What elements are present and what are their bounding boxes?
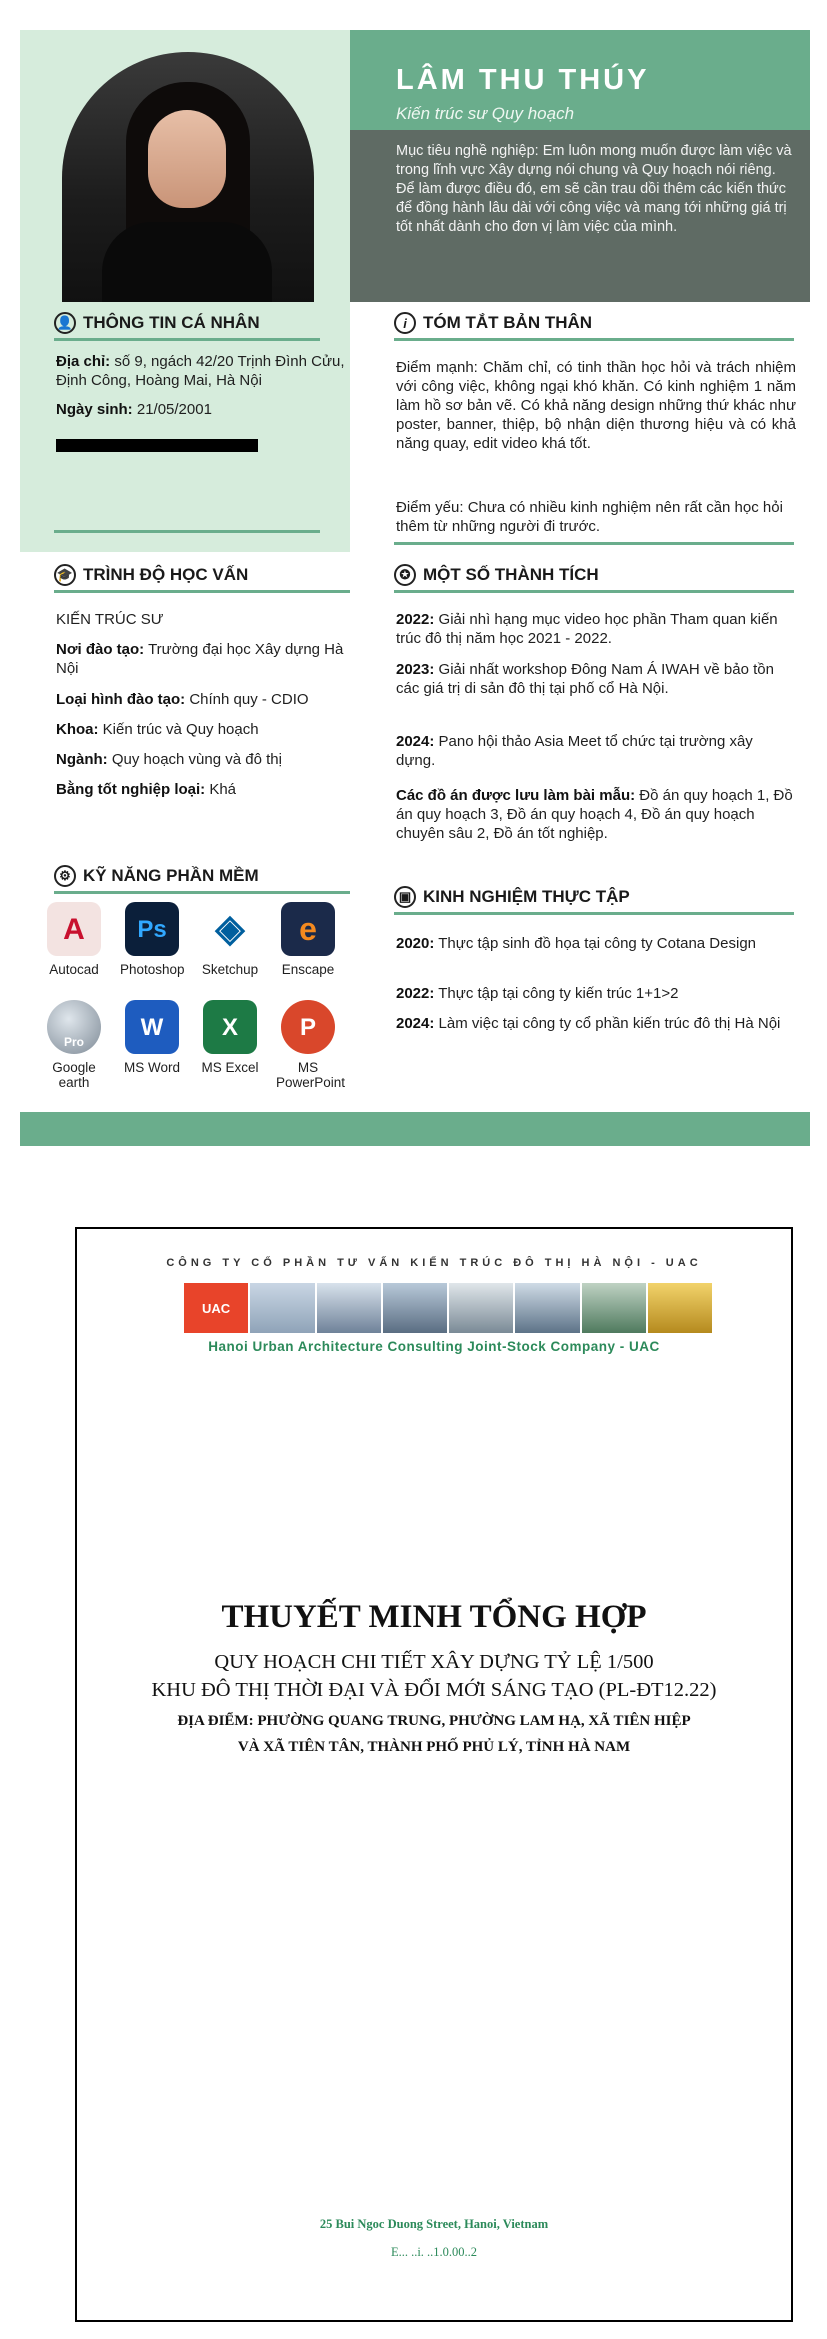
personal-address: Địa chỉ: số 9, ngách 42/20 Trịnh Đình Cửu, Định Công, Hoàng Mai, Hà Nội bbox=[56, 353, 345, 389]
personal-dob: Ngày sinh: 21/05/2001 bbox=[56, 401, 212, 418]
enscape-icon: e bbox=[281, 902, 335, 956]
company-name-vn: CÔNG TY CỔ PHẦN TƯ VẤN KIẾN TRÚC ĐÔ THỊ HÀ NỘI - UAC bbox=[166, 1257, 702, 1269]
redacted-line bbox=[56, 439, 258, 452]
internship-heading bbox=[394, 886, 630, 908]
company-name-en: Hanoi Urban Architecture Consulting Joint-Stock Company - UAC bbox=[208, 1339, 660, 1354]
personal-info-rule bbox=[54, 338, 320, 341]
document-subtitle-1: QUY HOẠCH CHI TIẾT XÂY DỰNG TỶ LỆ 1/500 bbox=[214, 1651, 654, 1673]
cv-page bbox=[20, 30, 810, 1146]
summary-heading bbox=[394, 312, 592, 334]
app-ms-excel: X MS Excel bbox=[198, 1000, 262, 1075]
education-title: TRÌNH ĐỘ HỌC VẤN bbox=[83, 565, 249, 584]
cv-name: LÂM THU THÚY bbox=[396, 64, 650, 96]
education-school: Nơi đào tạo: Trường đại học Xây dựng Hà Nội bbox=[56, 641, 344, 677]
achievements-heading bbox=[394, 564, 599, 586]
education-type: Loại hình đào tạo: Chính quy - CDIO bbox=[56, 691, 309, 708]
internship-rule bbox=[394, 912, 794, 915]
document-cover bbox=[75, 1227, 793, 2322]
achievement-item: Các đồ án được lưu làm bài mẫu: Đồ án quy hoạch 1, Đồ án quy hoạch 3, Đồ án quy hoạch 4, Đồ án quy hoạch chuyên sâu 2, Đồ án tốt nghiệp. bbox=[396, 787, 793, 842]
sketchup-icon: ◈ bbox=[203, 902, 257, 956]
user-icon: 👤 bbox=[54, 312, 76, 334]
company-address: 25 Bui Ngoc Duong Street, Hanoi, Vietnam bbox=[319, 2217, 549, 2231]
app-ms-powerpoint: P MS PowerPoint bbox=[276, 1000, 340, 1090]
achievements-title: MỘT SỐ THÀNH TÍCH bbox=[423, 565, 599, 584]
education-heading bbox=[54, 564, 248, 586]
app-sketchup: ◈ Sketchup bbox=[198, 902, 262, 977]
app-autocad: A Autocad bbox=[42, 902, 106, 977]
company-logo: UAC bbox=[184, 1283, 248, 1333]
personal-info-title: THÔNG TIN CÁ NHÂN bbox=[83, 313, 260, 332]
company-contact: E... ..i. ..1.0.00..2 bbox=[390, 2245, 478, 2259]
achievement-item: 2024: Pano hội thảo Asia Meet tổ chức tại trường xây dựng. bbox=[396, 733, 753, 769]
autocad-icon: A bbox=[47, 902, 101, 956]
app-enscape: e Enscape bbox=[276, 902, 340, 977]
summary-strengths: Điểm mạnh: Chăm chỉ, có tinh thần học hỏi và trách nhiệm với công việc, không ngại khó khăn. Có kinh nghiệm 1 năm làm hồ sơ bản vẽ. Có khả năng design những thứ khác như poster, banner, thiệp, bộ nhận diện thương hiệu và có khả năng quay, edit video khá tốt. bbox=[396, 359, 796, 452]
summary-title: TÓM TẮT BẢN THÂN bbox=[423, 313, 593, 332]
cv-footer-band bbox=[20, 1112, 810, 1146]
word-icon: W bbox=[125, 1000, 179, 1054]
internship-item: 2020: Thực tập sinh đồ họa tại công ty Cotana Design bbox=[396, 935, 757, 952]
app-ms-word: W MS Word bbox=[120, 1000, 184, 1075]
skills-heading bbox=[54, 865, 259, 887]
personal-info-heading bbox=[54, 312, 260, 334]
photoshop-icon: Ps bbox=[125, 902, 179, 956]
education-grade: Bằng tốt nghiệp loại: Khá bbox=[56, 781, 237, 798]
company-banner bbox=[184, 1283, 712, 1333]
summary-weaknesses: Điểm yếu: Chưa có nhiều kinh nghiệm nên rất cần học hỏi thêm từ những người đi trước. bbox=[396, 499, 783, 535]
education-faculty: Khoa: Kiến trúc và Quy hoạch bbox=[56, 721, 259, 738]
document-subtitle-2: KHU ĐÔ THỊ THỜI ĐẠI VÀ ĐỔI MỚI SÁNG TẠO (PL-ĐT12.22) bbox=[151, 1679, 717, 1701]
education-degree: KIẾN TRÚC SƯ bbox=[56, 611, 164, 628]
cv-objective: Mục tiêu nghề nghiệp: Em luôn mong muốn được làm việc và trong lĩnh vực Xây dựng nói chung và Quy hoạch nói riêng. Để làm được điều đó, em sẽ cần trau dồi thêm các kiến thức để đồng hành lâu dài với công việc và mang tới những giá trị tốt nhất dành cho đơn vị làm việc của mình. bbox=[396, 143, 792, 235]
skills-rule bbox=[54, 891, 350, 894]
achievement-item: 2022: Giải nhì hạng mục video học phần Tham quan kiến trúc đô thị năm học 2021 - 2022. bbox=[396, 611, 778, 647]
profile-photo bbox=[62, 52, 314, 302]
google-earth-icon: Pro bbox=[47, 1000, 101, 1054]
document-location-2: VÀ XÃ TIÊN TÂN, THÀNH PHỐ PHỦ LÝ, TỈNH HÀ NAM bbox=[237, 1739, 631, 1755]
graduation-cap-icon: 🎓 bbox=[54, 564, 76, 586]
personal-info-bottom-rule bbox=[54, 530, 320, 533]
app-google-earth: Pro Google earth bbox=[42, 1000, 106, 1090]
document-location-1: ĐỊA ĐIỂM: PHƯỜNG QUANG TRUNG, PHƯỜNG LAM HẠ, XÃ TIÊN HIỆP bbox=[177, 1713, 691, 1729]
summary-rule bbox=[394, 338, 794, 341]
gear-icon: ⚙ bbox=[54, 865, 76, 887]
briefcase-icon: ▣ bbox=[394, 886, 416, 908]
education-major: Ngành: Quy hoạch vùng và đô thị bbox=[56, 751, 282, 768]
excel-icon: X bbox=[203, 1000, 257, 1054]
internship-item: 2024: Làm việc tại công ty cổ phần kiến trúc đô thị Hà Nội bbox=[396, 1015, 781, 1032]
app-photoshop: Ps Photoshop bbox=[120, 902, 184, 977]
education-rule bbox=[54, 590, 350, 593]
skills-title: KỸ NĂNG PHẦN MỀM bbox=[83, 866, 259, 885]
internship-title: KINH NGHIỆM THỰC TẬP bbox=[423, 887, 630, 906]
internship-item: 2022: Thực tập tại công ty kiến trúc 1+1>2 bbox=[396, 985, 679, 1002]
document-title: THUYẾT MINH TỔNG HỢP bbox=[221, 1599, 647, 1635]
achievements-rule bbox=[394, 590, 794, 593]
medal-icon: ✪ bbox=[394, 564, 416, 586]
powerpoint-icon: P bbox=[281, 1000, 335, 1054]
summary-bottom-rule bbox=[394, 542, 794, 545]
achievement-item: 2023: Giải nhất workshop Đông Nam Á IWAH về bảo tồn các giá trị di sản đô thị tại phố cổ Hà Nội. bbox=[396, 661, 774, 697]
cv-role: Kiến trúc sư Quy hoạch bbox=[396, 104, 575, 123]
info-icon: i bbox=[394, 312, 416, 334]
